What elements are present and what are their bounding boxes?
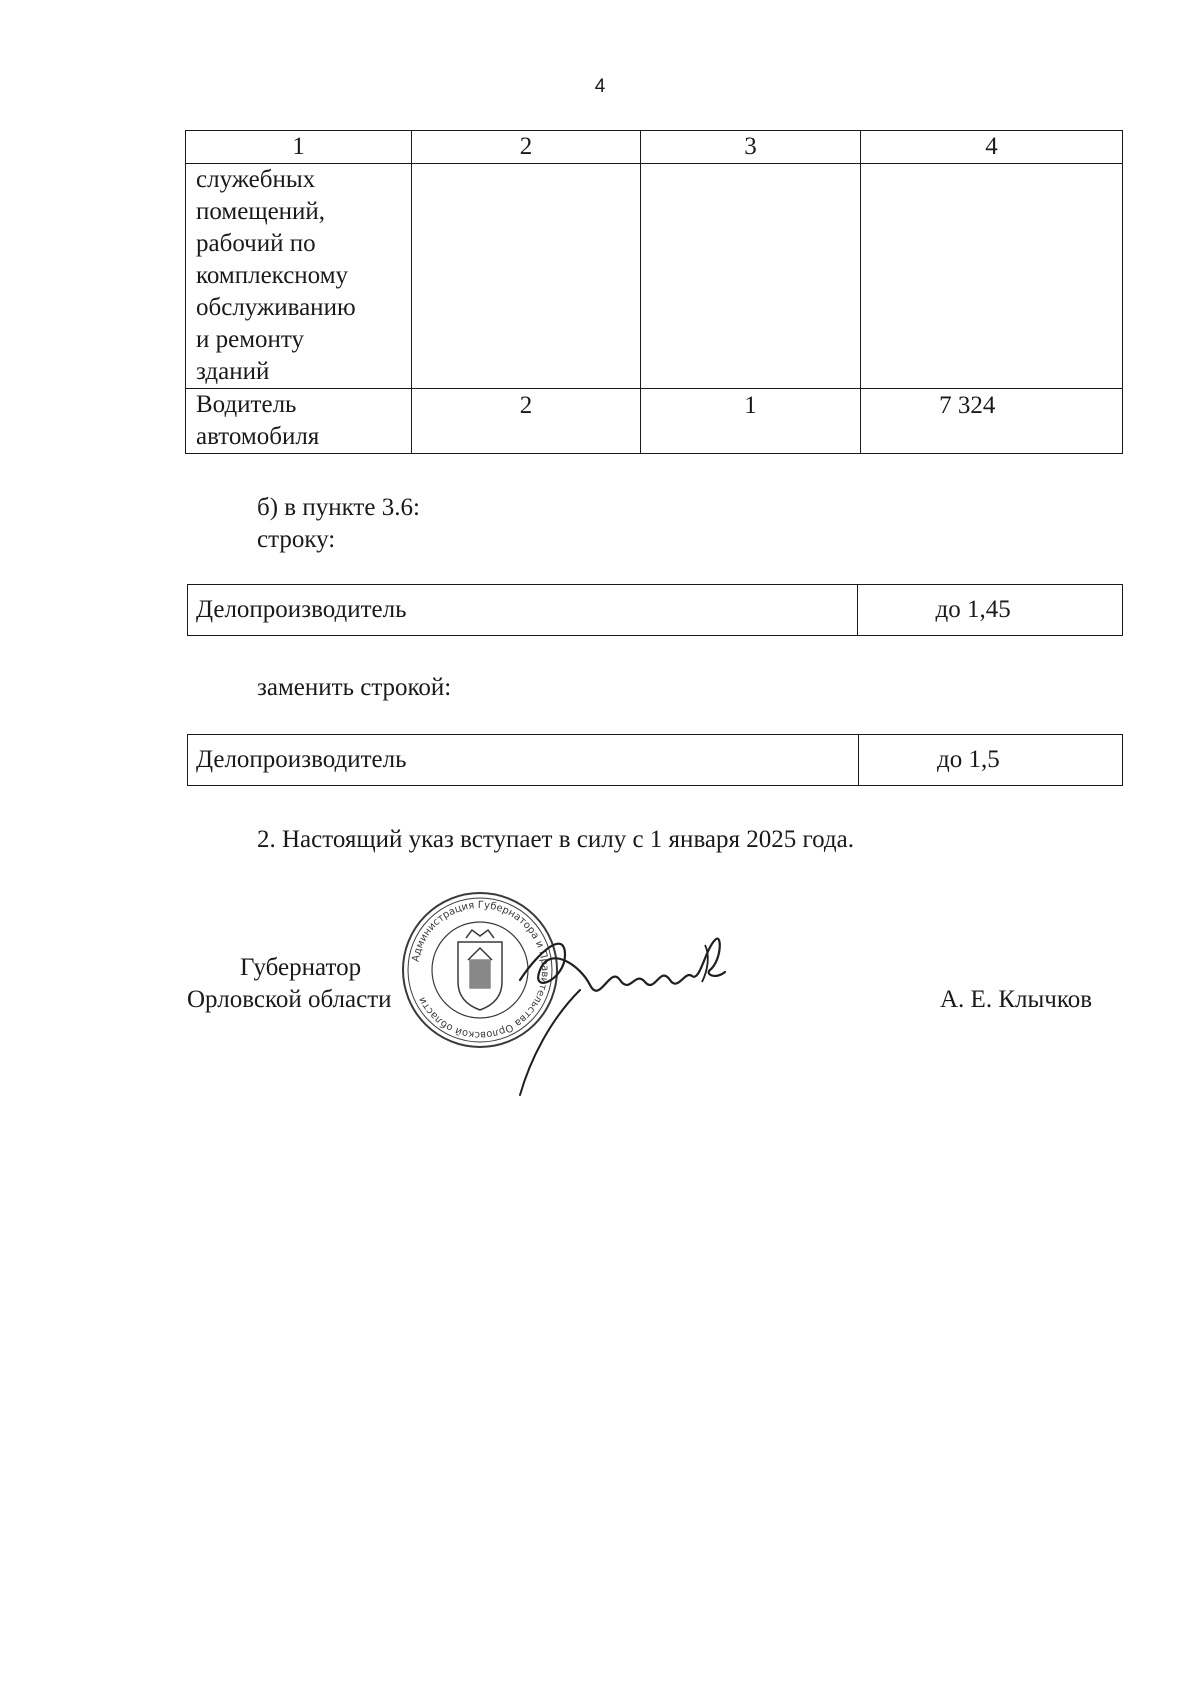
new-row-name: Делопроизводитель [188,735,859,786]
item-2-text: 2. Настоящий указ вступает в силу с 1 января 2025 года. [257,826,854,853]
coat-of-arms-icon [458,930,502,1010]
table-cell [861,164,1123,389]
table-cell: 2 [412,389,641,454]
table-cell [412,164,641,389]
governor-title-line1: Губернатор [240,954,362,981]
table-header-cell: 3 [640,131,860,164]
item-b-line2: строку: [257,526,336,553]
table-row [188,585,1123,636]
table-header-row [186,131,1123,164]
table-row [186,164,1123,389]
item-b-line1: б) в пункте 3.6: [257,494,420,521]
old-row-coef: до 1,45 [857,585,1122,636]
new-row-table [187,734,1123,786]
stamp-ring-text: Администрация Губернатора и Правительства Орловской области [410,899,551,1041]
old-row-table [187,584,1123,636]
page-number: 4 [594,76,606,97]
table-row [186,389,1123,454]
table-cell-position: Водитель автомобиля [186,389,412,454]
table-row [188,735,1123,786]
salary-table [185,130,1123,454]
table-cell: 1 [640,389,860,454]
table-header-cell: 4 [861,131,1123,164]
old-row-name: Делопроизводитель [188,585,858,636]
table-cell-position: служебных помещений, рабочий по комплексному обслуживанию и ремонту зданий [186,164,412,389]
signatory-name: А. Е. Клычков [940,986,1093,1013]
table-header-cell: 1 [186,131,412,164]
replace-label: заменить строкой: [257,674,452,701]
new-row-coef: до 1,5 [858,735,1122,786]
table-cell [640,164,860,389]
governor-title-line2: Орловской области [187,986,392,1013]
table-cell: 7 324 [861,389,1123,454]
table-header-cell: 2 [412,131,641,164]
handwritten-signature [510,910,750,1100]
